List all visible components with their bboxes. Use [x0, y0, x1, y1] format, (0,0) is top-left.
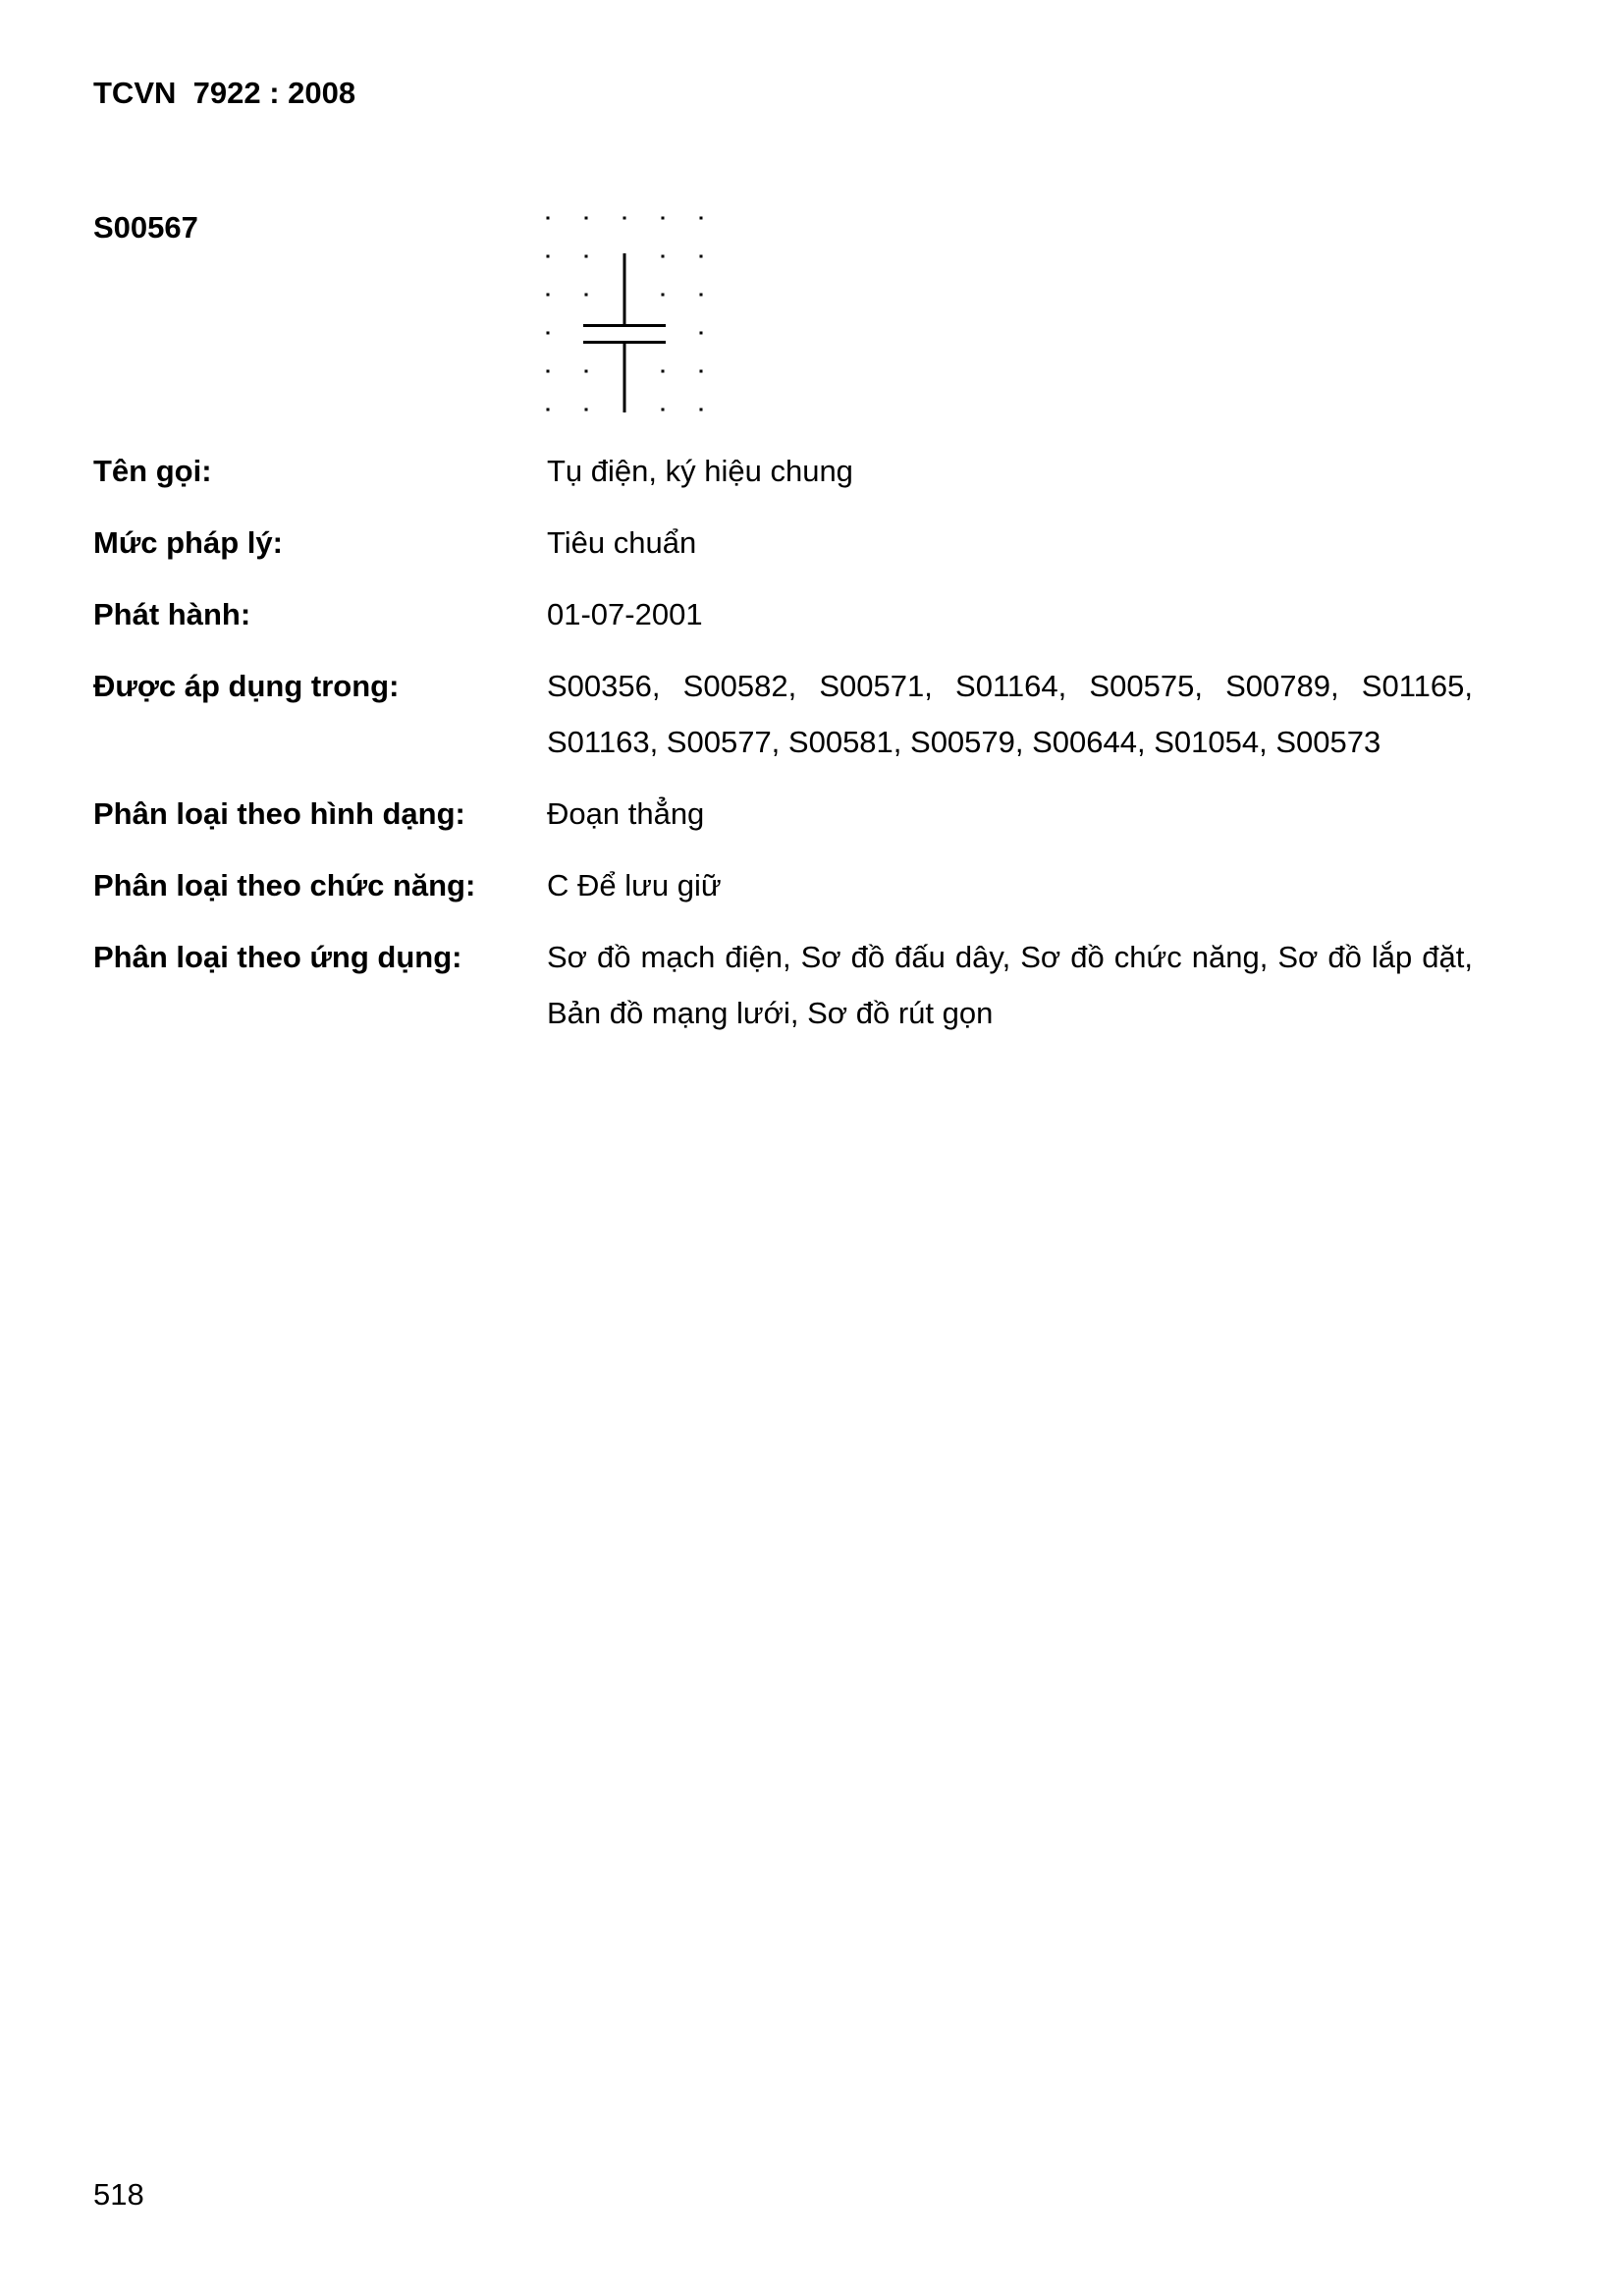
field-label: Phân loại theo hình dạng: [93, 796, 465, 831]
field-value [547, 929, 1473, 1041]
symbol-id: S00567 [93, 210, 198, 245]
field-value-line: Bản đồ mạng lưới, Sơ đồ rút gọn [547, 996, 994, 1030]
field-value-line: S01163, S00577, S00581, S00579, S00644, S01054, S00573 [547, 725, 1381, 759]
field-value [547, 586, 1473, 642]
field-row-duoc-ap-dung-trong [93, 658, 1473, 770]
field-value-line: Tiêu chuẩn [547, 525, 697, 560]
capacitor-symbol [538, 208, 711, 419]
definition-list [93, 443, 1473, 1057]
field-value [547, 515, 1473, 571]
field-value-line: S00356, S00582, S00571, S01164, S00575, S00789, S01165, [547, 669, 1473, 703]
page-number: 518 [93, 2177, 144, 2212]
field-value-line: Đoạn thẳng [547, 796, 705, 831]
field-label: Phân loại theo ứng dụng: [93, 940, 462, 974]
field-label: Mức pháp lý: [93, 525, 283, 560]
field-label: Phân loại theo chức năng: [93, 868, 476, 902]
document-title: TCVN 7922 : 2008 [93, 76, 356, 110]
field-value-line: Tụ điện, ký hiệu chung [547, 454, 853, 488]
field-row-phan-loai-hinh-dang [93, 786, 1473, 842]
field-label: Tên gọi: [93, 454, 212, 488]
field-value [547, 443, 1473, 499]
field-row-muc-phap-ly [93, 515, 1473, 571]
field-value [547, 786, 1473, 842]
field-row-phan-loai-chuc-nang [93, 857, 1473, 913]
field-label: Phát hành: [93, 597, 251, 631]
field-label: Được áp dụng trong: [93, 669, 400, 703]
field-value-line: 01-07-2001 [547, 597, 703, 631]
field-row-phat-hanh [93, 586, 1473, 642]
capacitor-symbol-icon [538, 208, 711, 419]
field-value-line: C Để lưu giữ [547, 868, 722, 902]
field-row-ten-goi [93, 443, 1473, 499]
capacitor-strokes [583, 253, 666, 412]
field-row-phan-loai-ung-dung [93, 929, 1473, 1041]
field-value-line: Sơ đồ mạch điện, Sơ đồ đấu dây, Sơ đồ chức năng, Sơ đồ lắp đặt, [547, 940, 1473, 974]
field-value [547, 658, 1473, 770]
field-value [547, 857, 1473, 913]
